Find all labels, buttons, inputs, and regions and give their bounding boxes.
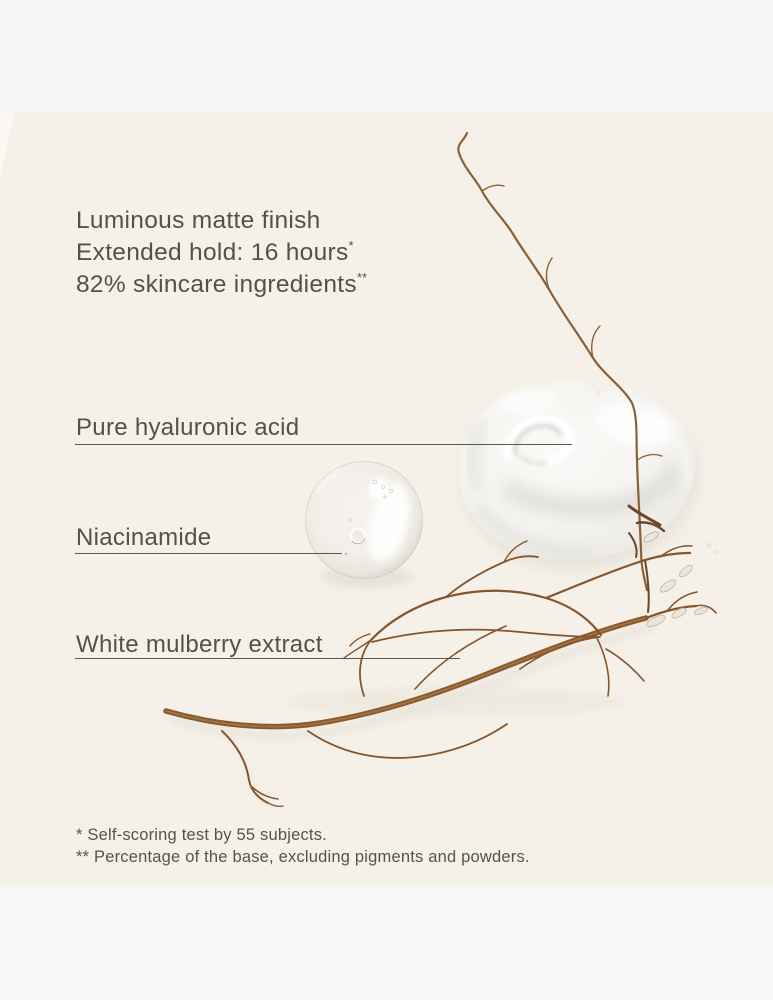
footnote-marker-2: ** — [356, 270, 368, 286]
claim-finish: Luminous matte finish — [76, 207, 321, 234]
claim-skincare: 82% skincare ingredients** — [76, 270, 368, 299]
branch-husks — [645, 543, 719, 629]
paper-edge-wedge — [0, 112, 15, 178]
callout-label-mulberry-extract: White mulberry extract — [76, 631, 323, 658]
claim-hold: Extended hold: 16 hours* — [76, 238, 354, 267]
footnotes — [76, 824, 530, 868]
callout-label-niacinamide: Niacinamide — [76, 524, 212, 551]
gel-droplet-illustration — [305, 461, 423, 588]
callout-label-hyaluronic-acid: Pure hyaluronic acid — [76, 414, 300, 441]
footnote-marker-1: * — [348, 238, 354, 253]
footnote-self-scoring: * Self-scoring test by 55 subjects. — [76, 826, 327, 844]
footnote-percentage: ** Percentage of the base, excluding pigments and powders. — [76, 848, 530, 866]
cream-smear-illustration — [459, 379, 700, 571]
claims-headline — [76, 208, 367, 298]
droplet-ring-bubble — [351, 529, 365, 543]
